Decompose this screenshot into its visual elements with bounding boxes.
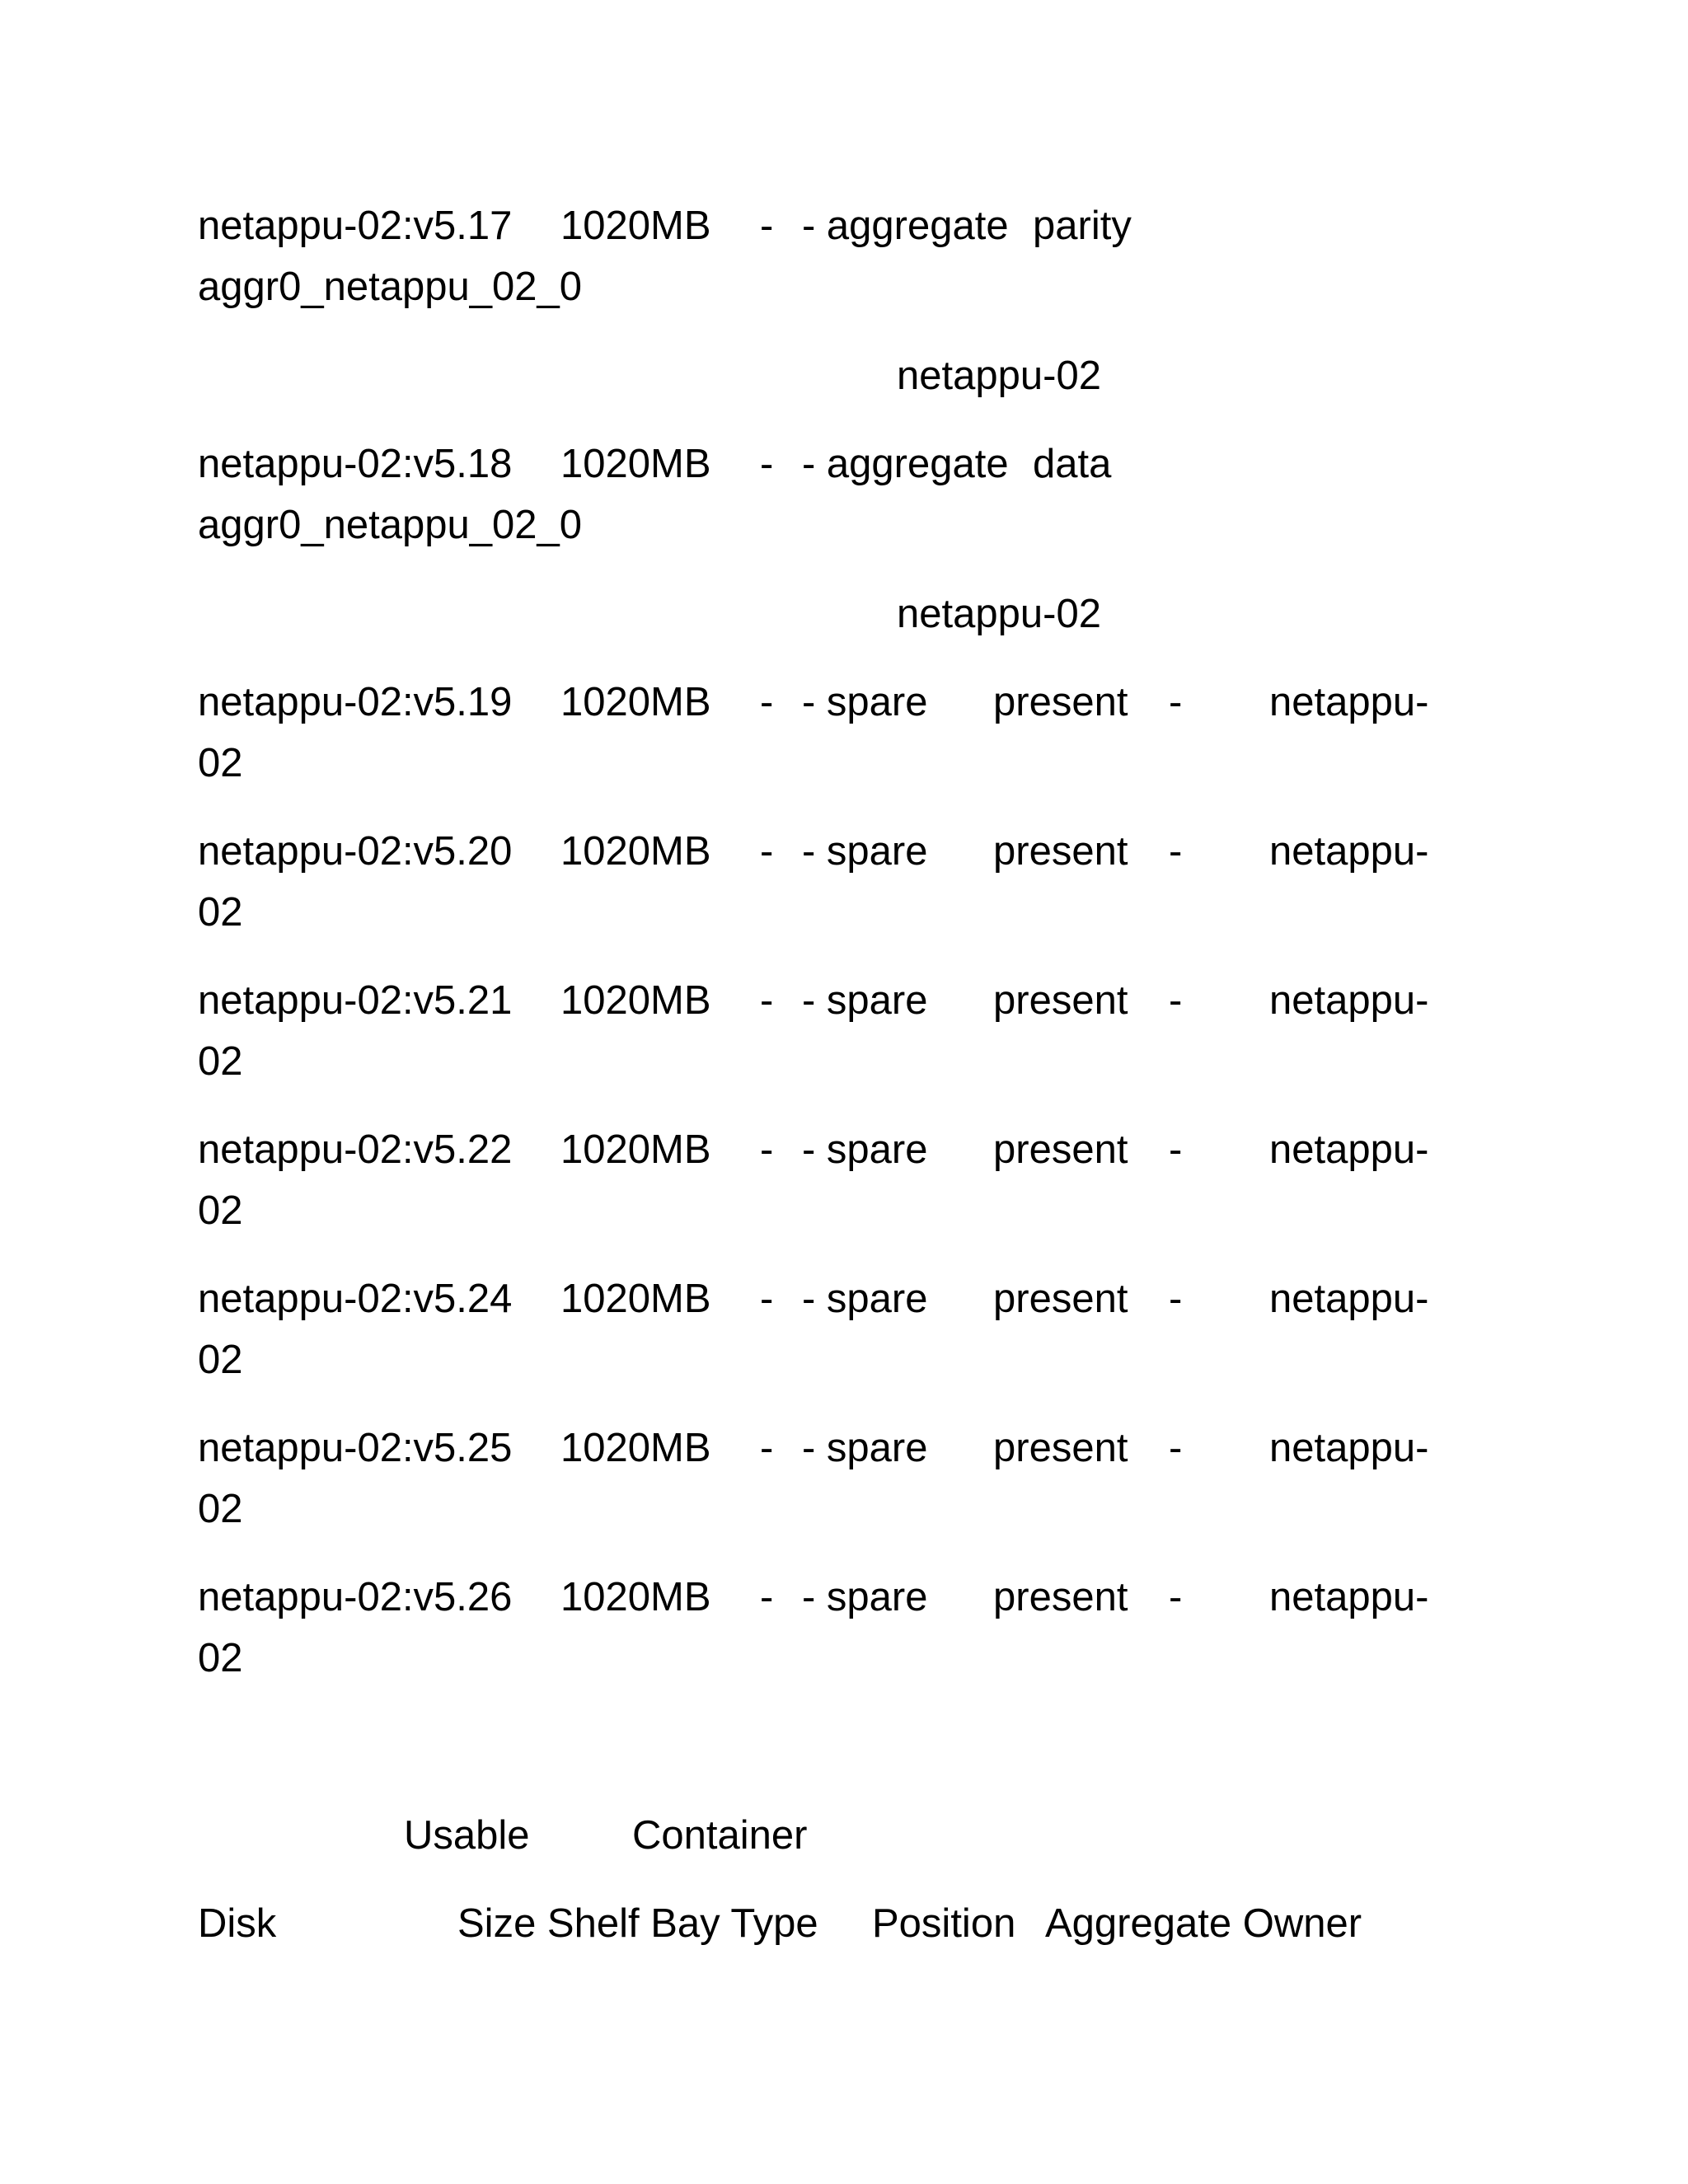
disk-name: netappu-02:v5.26	[198, 1575, 513, 1619]
disk-position: present	[993, 680, 1128, 724]
disk-owner-continuation: 02	[198, 1338, 243, 1382]
disk-bay-type: - spare	[802, 829, 928, 874]
disk-owner: netappu-02	[897, 592, 1101, 636]
disk-bay-type: - spare	[802, 1426, 928, 1470]
header-size-shelf-bay-type: Size Shelf Bay Type	[457, 1901, 818, 1946]
disk-shelf: -	[760, 978, 774, 1023]
disk-size: 1020MB	[560, 204, 711, 248]
disk-aggregate: -	[1169, 680, 1183, 724]
disk-bay-type: - spare	[802, 1575, 928, 1619]
disk-owner: netappu-	[1269, 978, 1429, 1023]
disk-name: netappu-02:v5.19	[198, 680, 513, 724]
disk-shelf: -	[760, 1426, 774, 1470]
disk-owner: netappu-02	[897, 354, 1101, 398]
disk-shelf: -	[760, 442, 774, 486]
disk-aggregate: -	[1169, 1277, 1183, 1321]
disk-owner-continuation: 02	[198, 1039, 243, 1084]
disk-position: parity	[1033, 204, 1132, 248]
disk-name: netappu-02:v5.25	[198, 1426, 513, 1470]
disk-owner-continuation: 02	[198, 1636, 243, 1680]
header-position: Position	[872, 1901, 1016, 1946]
disk-size: 1020MB	[560, 1277, 711, 1321]
disk-size: 1020MB	[560, 1426, 711, 1470]
disk-size: 1020MB	[560, 680, 711, 724]
disk-shelf: -	[760, 1127, 774, 1172]
disk-aggregate: aggr0_netappu_02_0	[198, 503, 582, 547]
disk-size: 1020MB	[560, 442, 711, 486]
disk-position: present	[993, 1277, 1128, 1321]
disk-size: 1020MB	[560, 1575, 711, 1619]
disk-aggregate: -	[1169, 1426, 1183, 1470]
disk-bay-type: - spare	[802, 1277, 928, 1321]
disk-bay-type: - spare	[802, 1127, 928, 1172]
disk-position: present	[993, 978, 1128, 1023]
disk-position: present	[993, 829, 1128, 874]
header-aggregate-owner: Aggregate Owner	[1045, 1901, 1362, 1946]
disk-aggregate: -	[1169, 978, 1183, 1023]
disk-shelf: -	[760, 1277, 774, 1321]
disk-shelf: -	[760, 680, 774, 724]
disk-size: 1020MB	[560, 1127, 711, 1172]
disk-name: netappu-02:v5.18	[198, 442, 513, 486]
disk-bay-type: - spare	[802, 978, 928, 1023]
disk-shelf: -	[760, 829, 774, 874]
disk-aggregate: aggr0_netappu_02_0	[198, 265, 582, 309]
disk-name: netappu-02:v5.17	[198, 204, 513, 248]
disk-size: 1020MB	[560, 829, 711, 874]
disk-name: netappu-02:v5.24	[198, 1277, 513, 1321]
disk-position: data	[1033, 442, 1112, 486]
disk-owner: netappu-	[1269, 680, 1429, 724]
disk-owner-continuation: 02	[198, 890, 243, 935]
disk-bay-type: - aggregate	[802, 442, 1009, 486]
disk-owner: netappu-	[1269, 1575, 1429, 1619]
header-usable: Usable	[404, 1813, 530, 1858]
disk-bay-type: - spare	[802, 680, 928, 724]
disk-name: netappu-02:v5.21	[198, 978, 513, 1023]
disk-name: netappu-02:v5.20	[198, 829, 513, 874]
disk-owner-continuation: 02	[198, 1487, 243, 1531]
header-disk: Disk	[198, 1901, 277, 1946]
disk-aggregate: -	[1169, 829, 1183, 874]
disk-position: present	[993, 1575, 1128, 1619]
disk-bay-type: - aggregate	[802, 204, 1009, 248]
disk-owner: netappu-	[1269, 1426, 1429, 1470]
disk-shelf: -	[760, 204, 774, 248]
disk-position: present	[993, 1127, 1128, 1172]
disk-position: present	[993, 1426, 1128, 1470]
disk-aggregate: -	[1169, 1127, 1183, 1172]
disk-size: 1020MB	[560, 978, 711, 1023]
disk-owner-continuation: 02	[198, 1188, 243, 1233]
disk-aggregate: -	[1169, 1575, 1183, 1619]
header-container: Container	[632, 1813, 808, 1858]
disk-shelf: -	[760, 1575, 774, 1619]
disk-owner-continuation: 02	[198, 741, 243, 785]
disk-owner: netappu-	[1269, 1277, 1429, 1321]
disk-name: netappu-02:v5.22	[198, 1127, 513, 1172]
disk-owner: netappu-	[1269, 1127, 1429, 1172]
disk-owner: netappu-	[1269, 829, 1429, 874]
